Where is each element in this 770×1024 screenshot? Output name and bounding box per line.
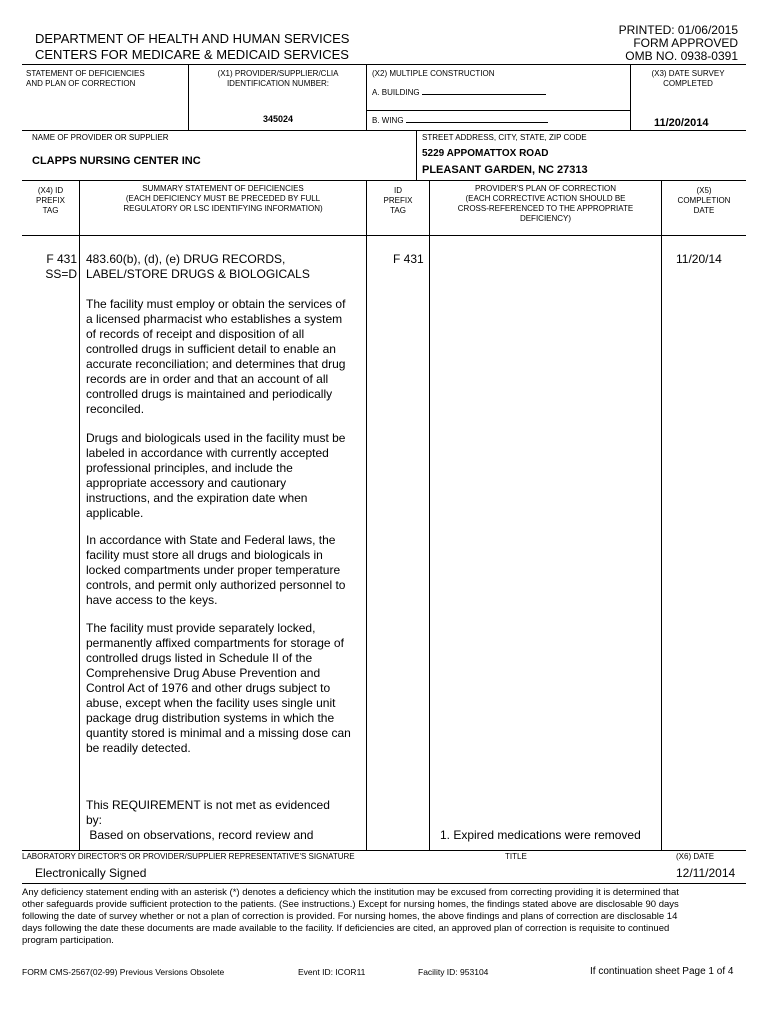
x4-header: (X4) ID PREFIX TAG [36, 186, 65, 215]
divider [416, 130, 417, 180]
signature-label: LABORATORY DIRECTOR'S OR PROVIDER/SUPPLIER REPRESENTATIVE'S SIGNATURE [22, 852, 355, 861]
deficiency-tag: F 431 SS=D [22, 252, 77, 282]
divider [188, 64, 189, 130]
column-divider [661, 180, 662, 850]
statement-label: STATEMENT OF DEFICIENCIES AND PLAN OF CORRECTION [26, 69, 145, 88]
divider [366, 64, 367, 130]
plan-tag: F 431 [393, 252, 424, 266]
form-approved: FORM APPROVED [633, 36, 738, 50]
divider [22, 180, 746, 181]
plan-header: PROVIDER'S PLAN OF CORRECTION (EACH CORRECTIVE ACTION SHOULD BE CROSS-REFERENCED TO THE APPROPRIATE DEFICIENCY) [457, 184, 634, 223]
x5-header: (X5) COMPLETION DATE [677, 186, 731, 215]
printed-date: PRINTED: 01/06/2015 [618, 23, 738, 37]
facility-id: Facility ID: 953104 [418, 967, 489, 977]
provider-id: 345024 [262, 114, 294, 124]
disclosure-note: Any deficiency statement ending with an asterisk (*) denotes a deficiency which the institution may be excused from correcting providing it is determined that other safeguards provide sufficient protection to the patients. (See instructions.) Except for nursing homes, the findings stated above are disclosable 90 days following the date of survey whether or not a plan of correction is provided. For nursing homes, the above findings and plans of correction are disclosable 14 days following the date these documents are made available to the facility. If deficiencies are cited, an approved plan of correction is requisite to continued program participation. [22, 887, 679, 946]
provider-label: NAME OF PROVIDER OR SUPPLIER [32, 133, 169, 142]
regulation-paragraph-1: The facility must employ or obtain the services of a licensed pharmacist who establishes a system of records of receipt and disposition of all controlled drugs in sufficient detail to enable an accurate reconciliation; and determines that drug records are in order and that an account of all controlled drugs is maintained and periodically reconciled. [86, 297, 346, 416]
signature-top-border [22, 850, 746, 851]
form-info [619, 24, 738, 63]
divider [366, 110, 630, 111]
top-border [22, 64, 746, 65]
x1-label: (X1) PROVIDER/SUPPLIER/CLIA IDENTIFICATION NUMBER: [217, 69, 339, 88]
wing-blank [406, 113, 548, 123]
city-state-zip: PLEASANT GARDEN, NC 27313 [422, 164, 588, 176]
summary-header: SUMMARY STATEMENT OF DEFICIENCIES (EACH DEFICIENCY MUST BE PRECEDED BY FULL REGULATORY OR LSC IDENTIFYING INFORMATION) [123, 184, 323, 213]
street-label: STREET ADDRESS, CITY, STATE, ZIP CODE [422, 133, 587, 142]
signature-date: 12/11/2014 [676, 866, 736, 880]
event-id: Event ID: ICOR11 [298, 967, 366, 977]
scope-severity: SS=D [45, 267, 77, 281]
survey-date: 11/20/2014 [654, 117, 709, 129]
regulation-paragraph-3: In accordance with State and Federal laws, the facility must store all drugs and biologicals in locked compartments under proper temperature controls, and permit only authorized personnel to have access to the keys. [86, 533, 346, 607]
deficiency-title: 483.60(b), (d), (e) DRUG RECORDS, LABEL/STORE DRUGS & BIOLOGICALS [86, 252, 310, 281]
x2-label: (X2) MULTIPLE CONSTRUCTION [372, 69, 495, 78]
signature-value: Electronically Signed [35, 866, 147, 880]
building-field: A. BUILDING [372, 85, 546, 98]
title-label: TITLE [505, 852, 527, 861]
header-bottom-border [22, 235, 746, 236]
omb-number: OMB NO. 0938-0391 [625, 49, 738, 63]
divider [22, 130, 746, 131]
signature-date-label: (X6) DATE [676, 852, 715, 861]
column-divider [429, 180, 430, 850]
street-address: 5229 APPOMATTOX ROAD [422, 148, 549, 159]
building-blank [422, 85, 546, 95]
completion-date: 11/20/14 [676, 252, 722, 266]
provider-name: CLAPPS NURSING CENTER INC [32, 155, 201, 167]
signature-bottom-border [22, 883, 746, 884]
wing-field: B. WING [372, 113, 548, 126]
id-header: ID PREFIX TAG [383, 186, 413, 215]
department-line-1: DEPARTMENT OF HEALTH AND HUMAN SERVICES [35, 31, 350, 46]
form-number: FORM CMS-2567(02-99) Previous Versions Obsolete [22, 967, 225, 977]
x3-label: (X3) DATE SURVEY COMPLETED [651, 69, 725, 88]
department-line-2: CENTERS FOR MEDICARE & MEDICAID SERVICES [35, 47, 349, 62]
finding-paragraph: This REQUIREMENT is not met as evidenced by: Based on observations, record review and [86, 798, 330, 842]
department-heading [35, 31, 349, 63]
regulation-paragraph-2: Drugs and biologicals used in the facility must be labeled in accordance with currently accepted professional principles, and include the appropriate accessory and cautionary instructions, and the expiration date when applicable. [86, 431, 346, 520]
regulation-paragraph-4: The facility must provide separately locked, permanently affixed compartments for storage of controlled drugs listed in Schedule II of the Comprehensive Drug Abuse Prevention and Control Act of 1976 and other drugs subject to abuse, except when the facility uses single unit package drug distribution systems in which the quantity stored is minimal and a missing dose can be readily detected. [86, 621, 351, 755]
plan-of-correction-text: 1. Expired medications were removed [440, 828, 641, 842]
divider [630, 64, 631, 130]
page-number: If continuation sheet Page 1 of 4 [590, 966, 734, 977]
column-divider [79, 180, 80, 850]
